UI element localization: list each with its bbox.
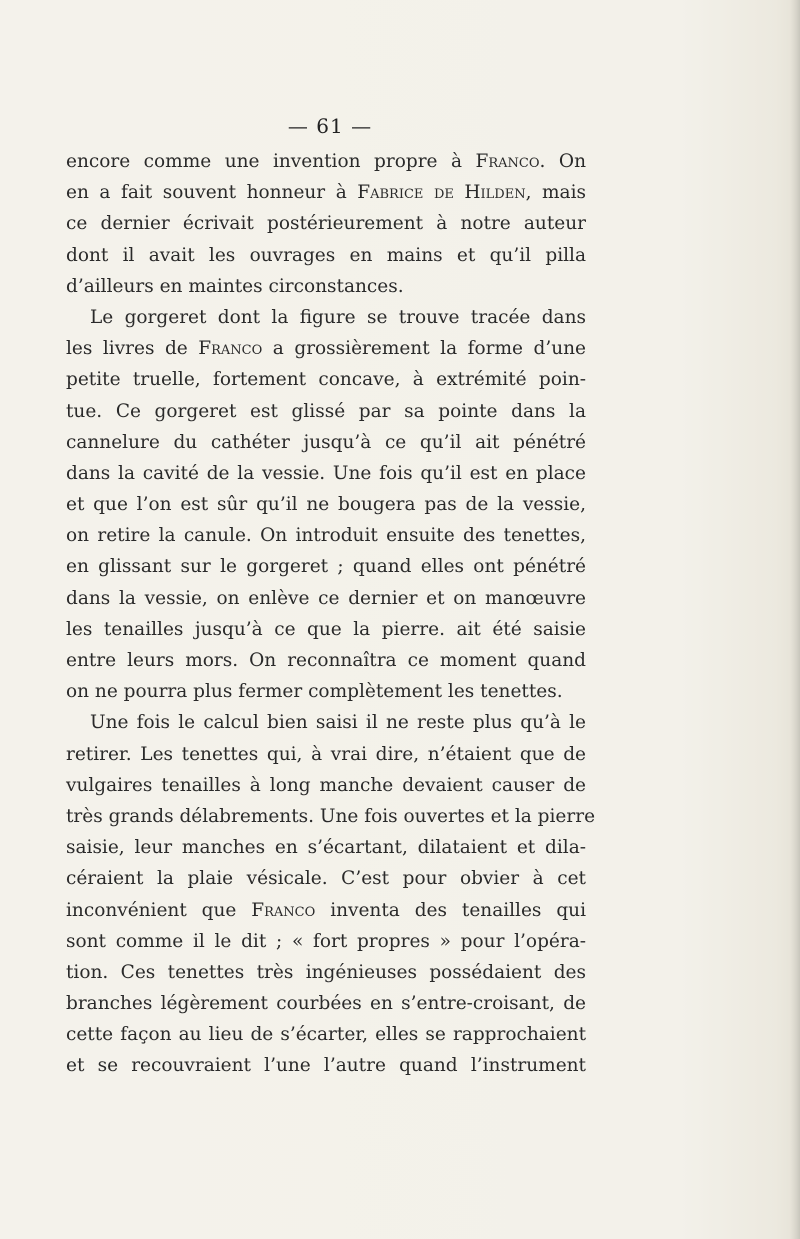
text-line [66,926,586,957]
text-segment: et se recouvraient l’une l’autre quand l’instrument [66,1055,586,1077]
text-line [66,489,586,520]
text-segment: très grands délabrements. Une fois ouvertes et la pierre [66,805,596,827]
text-segment: petite truelle, fortement concave, à extrémité poin- [66,369,586,391]
page-number: — 61 — [287,114,373,138]
text-line [66,333,586,364]
text-segment: saisie, leur manches en s’écartant, dilataient et dila- [66,837,586,859]
text-line [66,271,586,302]
text-line [66,614,586,645]
text-line [66,364,586,395]
text-line [66,1050,586,1081]
text-line [66,770,586,801]
text-segment: Le gorgeret dont la figure se trouve tracée dans [90,306,586,328]
text-line [66,832,586,863]
text-segment: et que l’on est sûr qu’il ne bougera pas de la vessie, [66,494,586,516]
text-segment: tue. Ce gorgeret est glissé par sa pointe dans la [66,400,586,422]
text-line [66,707,586,738]
text-line [66,1019,586,1050]
text-segment: a grossièrement la forme d’une [262,338,586,360]
text-segment: vulgaires tenailles à long manche devaient causer de [66,774,586,796]
text-line [66,801,596,832]
text-segment: cannelure du cathéter jusqu’à ce qu’il ait pénétré [66,431,586,453]
small-caps-name: Franco [251,899,316,921]
text-line [66,739,586,770]
text-segment: cette façon au lieu de s’écarter, elles se rapprochaient [66,1024,586,1046]
text-segment: ce dernier écrivait postérieurement à notre auteur [66,213,586,235]
text-segment: , mais [525,182,586,204]
text-segment: on retire la canule. On introduit ensuite des tenettes, [66,525,586,547]
text-segment: en a fait souvent honneur à [66,182,358,204]
text-line [66,645,586,676]
text-segment: retirer. Les tenettes qui, à vrai dire, n’étaient que de [66,743,586,765]
text-line [66,208,586,239]
text-line [66,240,586,271]
text-line [66,520,586,551]
text-line [66,396,586,427]
small-caps-name: Franco [475,151,540,172]
text-segment: dont il avait les ouvrages en mains et qu’il pilla [66,244,586,266]
text-segment: sont comme il le dit ; « fort propres » pour l’opéra- [66,930,586,952]
text-line [66,146,586,177]
body-text [66,146,596,1082]
text-line [66,957,586,988]
text-segment: les tenailles jusqu’à ce que la pierre. ait été saisie [66,618,586,640]
text-line [66,458,586,489]
text-segment: les livres de [66,338,199,360]
text-segment: encore comme une invention propre à [66,151,476,172]
text-segment: d’ailleurs en maintes circonstances. [66,275,404,297]
text-line [66,863,586,894]
text-line [66,988,586,1019]
text-segment: en glissant sur le gorgeret ; quand elles ont pénétré [66,556,586,578]
text-line [66,583,586,614]
text-segment: entre leurs mors. On reconnaîtra ce moment quand [66,650,586,671]
text-line [66,551,586,582]
text-segment: inconvénient que [66,899,252,921]
text-segment: inventa des tenailles qui [315,899,586,921]
page-edge-shadow [790,0,800,1239]
text-segment: branches légèrement courbées en s’entre-croisant, de [66,993,586,1015]
text-line [66,895,586,926]
text-segment: on ne pourra plus fermer complètement les tenettes. [66,681,563,703]
text-segment: tion. Ces tenettes très ingénieuses possédaient des [66,961,586,983]
text-line [66,302,586,333]
text-line [66,676,586,707]
small-caps-name: Fabrice de Hilden [357,182,526,204]
text-segment: . On [539,151,586,172]
small-caps-name: Franco [198,338,263,360]
text-segment: dans la cavité de la vessie. Une fois qu’il est en place [66,462,586,484]
text-segment: dans la vessie, on enlève ce dernier et on manœuvre [66,587,586,609]
text-segment: Une fois le calcul bien saisi il ne reste plus qu’à le [90,712,586,734]
text-line [66,427,586,458]
text-line [66,177,586,208]
text-segment: céraient la plaie vésicale. C’est pour obvier à cet [66,868,586,890]
